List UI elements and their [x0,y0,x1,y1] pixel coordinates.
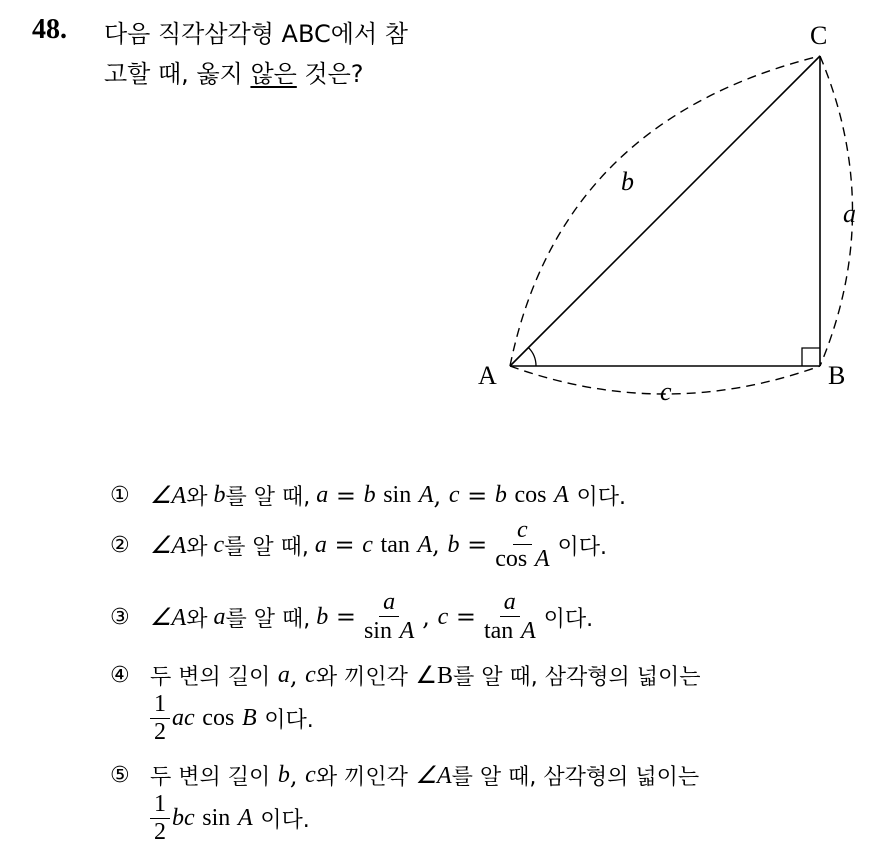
question-number: 48. [32,14,67,45]
fraction: $\frac{1}{2}$ [150,692,170,745]
question-line-2: 고할 때, 옳지 않은 것은? [104,60,364,88]
vertex-a-label: A [478,361,497,390]
choice-4-formula: $\frac{1}{2}$ ac cos B 이다. [150,692,314,745]
side-ac [510,56,820,366]
choice-marker: ③ [110,604,130,630]
choice-marker: ① [110,483,130,508]
choice-2[interactable]: ② ∠A 와 c 를 알 때, a = c tan A , b = $\frac{c}{\text{cos A}}$ 이다. [110,517,608,573]
angle-a-arc [528,348,536,366]
choice-5-formula: $\frac{1}{2}$ bc sin A 이다. [150,792,310,845]
right-angle-mark [802,348,820,366]
choice-4[interactable]: ④ 두 변의 길이 a , c 와 끼인각 ∠B 를 알 때, 삼각형의 넓이는 [110,661,701,690]
vertex-c-label: C [810,21,828,50]
fraction: $\frac{a}{\text{tan A}}$ [483,589,536,645]
side-b-label: b [621,167,634,196]
fraction: $\frac{c}{\text{cos A}}$ [495,517,550,573]
choice-marker: ④ [110,663,130,688]
choice-marker: ⑤ [110,763,130,788]
choice-marker: ② [110,532,130,558]
underlined-word: 않은 [250,60,297,88]
side-a-label: a [843,199,856,228]
fraction: $\frac{a}{\text{sin A}}$ [363,589,415,645]
vertex-b-label: B [828,361,846,390]
fraction: $\frac{1}{2}$ [150,792,170,845]
choice-5[interactable]: ⑤ 두 변의 길이 b , c 와 끼인각 ∠A 를 알 때, 삼각형의 넓이는 [110,761,700,790]
side-c-label: c [660,377,672,406]
choice-3[interactable]: ③ ∠A 와 a 를 알 때, b = $\frac{a}{\text{sin A}}$ , c = $\frac{a}{\text{tan A}}$ 이다. [110,589,594,645]
question-line-1: 다음 직각삼각형 ABC에서 참 [104,20,408,48]
choice-1[interactable]: ① ∠A 와 b 를 알 때, a = b sin A , c = b cos A 이다. [110,481,626,510]
